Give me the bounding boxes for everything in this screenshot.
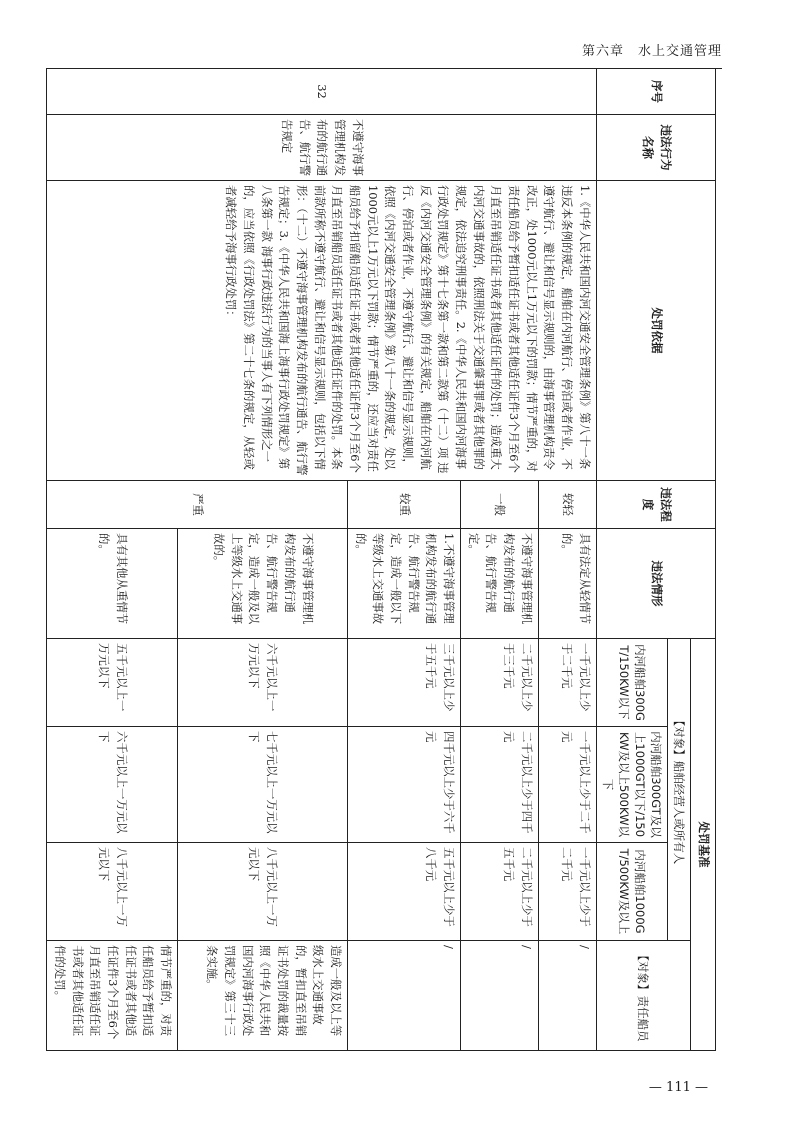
- small-fine-general: 二千元以上少于三千元: [461, 639, 539, 727]
- large-fine-serious: 五千元以上少于八千元: [348, 843, 461, 941]
- degree-serious: 较重: [348, 481, 461, 529]
- chapter-header: 第六章 水上交通管理: [581, 44, 722, 59]
- row-name: 不遵守海事管理机构发布的航行通告、航行警告规定: [47, 115, 596, 181]
- large-fine-severe-a: 八千元以上一万元以下: [178, 843, 348, 941]
- penalty-table: [46, 68, 716, 1051]
- col-large-vessel: 内河船舶1000GT/500KW及以上: [596, 843, 667, 941]
- level-row-minor: [538, 69, 596, 1051]
- col-crew-group: 【对象】责任船员: [596, 941, 690, 1051]
- col-owner-group: 【对象】船舶经营人或所有人: [668, 639, 691, 941]
- penalty-table-rotated: [52, 68, 716, 1050]
- crew-severe-b: 情节严重的，对责任船员给予暂扣适任证书或者其他适任证件3个月至6个月直至吊销适任证书或者其他适任证件的处罚。: [47, 941, 178, 1051]
- col-small-vessel: 内河船舶300GT/150KW以下: [596, 639, 667, 727]
- large-fine-minor: 一千元以上少于二千元: [538, 843, 596, 941]
- medium-fine-severe-a: 七千元以上一万元以下: [178, 727, 348, 843]
- col-name: 违法行为名称: [596, 115, 715, 181]
- circumstance-minor: 具有法定从轻情节的。: [538, 529, 596, 639]
- circumstance-serious: 1.不遵守海事管理机构发布的航行通告、航行警告规定，造成一般以下等级水上交通事故的。: [348, 529, 461, 639]
- header-row-1: [691, 69, 716, 1051]
- col-standard: 处罚基准: [691, 639, 716, 1051]
- small-fine-severe-b: 五千元以上一万元以下: [47, 639, 178, 727]
- crew-serious: /: [348, 941, 461, 1051]
- degree-severe: 严重: [47, 481, 348, 529]
- crew-severe-a: 造成一般及以上等级水上交通事故的，暂扣直至吊销证书处罚的裁量按照《中华人民共和国内河海事行政处罚规定》第三十三条实施。: [178, 941, 348, 1051]
- medium-fine-minor: 一千元以上少于二千元: [538, 727, 596, 843]
- page-number: — 111 —: [648, 1080, 708, 1095]
- large-fine-severe-b: 八千元以上一万元以下: [47, 843, 178, 941]
- circumstance-severe-b: 具有其他从重情节的。: [47, 529, 178, 639]
- circumstance-severe-a: 不遵守海事管理机构发布的航行通告、航行警告规定，造成一般及以上等级水上交通事故的。: [178, 529, 348, 639]
- small-fine-serious: 三千元以上少于五千元: [348, 639, 461, 727]
- row-basis: 1.《中华人民共和国内河交通安全管理条例》第八十一条 违反本条例的规定，船舶在内河航行、停泊或者作业，不遵守航行、避让和信号显示规则的，由海事管理机构责令改正，处1000元以上1万元以下的罚款；情节严重的，对责任船员给予暂扣适任证书或者其他适任证件3个月至6个月直至吊销适任证书或者其他适任证件的处罚；造成重大内河交通事故的，依照刑法关于交通肇事罪或者其他罪的规定，依法追究刑事责任。2.《中华人民共和国内河海事行政处罚规定》第十七条第一款和第二款第（十二）项 违反《内河交通安全管理条例》的有关规定，船舶在内河航行、停泊或者作业，不遵守航行、避让和信号显示规则，依照《内河交通安全管理条例》第八十一条的规定，处以1000元以上1万元以下罚款；情节严重的，还应当对责任船员给予扣留船员适任证书或者其他适任证件3个月至6个月直至吊销船员适任证书或者其他适任证件的处罚。本条前款所称不遵守航行、避让和信号显示规则，包括以下情形：（十二）不遵守海事管理机构发布的航行通告、航行警告规定；3.《中华人民共和国海上海事行政处罚规定》第八条第一款 海事行政违法行为的当事人有下列情形之一的，应当依照《行政处罚法》第二十七条的规定，从轻或者减轻给予海事行政处罚：: [47, 181, 596, 481]
- degree-minor: 较轻: [538, 481, 596, 529]
- small-fine-severe-a: 六千元以上一万元以下: [178, 639, 348, 727]
- crew-minor: /: [538, 941, 596, 1051]
- col-seq: 序号: [596, 69, 715, 115]
- col-degree: 违法程度: [596, 481, 715, 529]
- col-basis: 处罚依据: [596, 181, 715, 481]
- medium-fine-severe-b: 六千元以上一万元以下: [47, 727, 178, 843]
- degree-general: 一般: [461, 481, 539, 529]
- large-fine-general: 二千元以上少于五千元: [461, 843, 539, 941]
- row-seq: 32: [47, 69, 596, 115]
- medium-fine-general: 二千元以上少于四千元: [461, 727, 539, 843]
- small-fine-minor: 一千元以上少于二千元: [538, 639, 596, 727]
- medium-fine-serious: 四千元以上少于六千元: [348, 727, 461, 843]
- col-medium-vessel: 内河船舶300GT及以上1000GT以下/150KW及以上500KW以下: [596, 727, 667, 843]
- circumstance-general: 不遵守海事管理机构发布的航行通告、航行警告规定。: [461, 529, 539, 639]
- col-circumstance: 违法情形: [596, 529, 715, 639]
- crew-general: /: [461, 941, 539, 1051]
